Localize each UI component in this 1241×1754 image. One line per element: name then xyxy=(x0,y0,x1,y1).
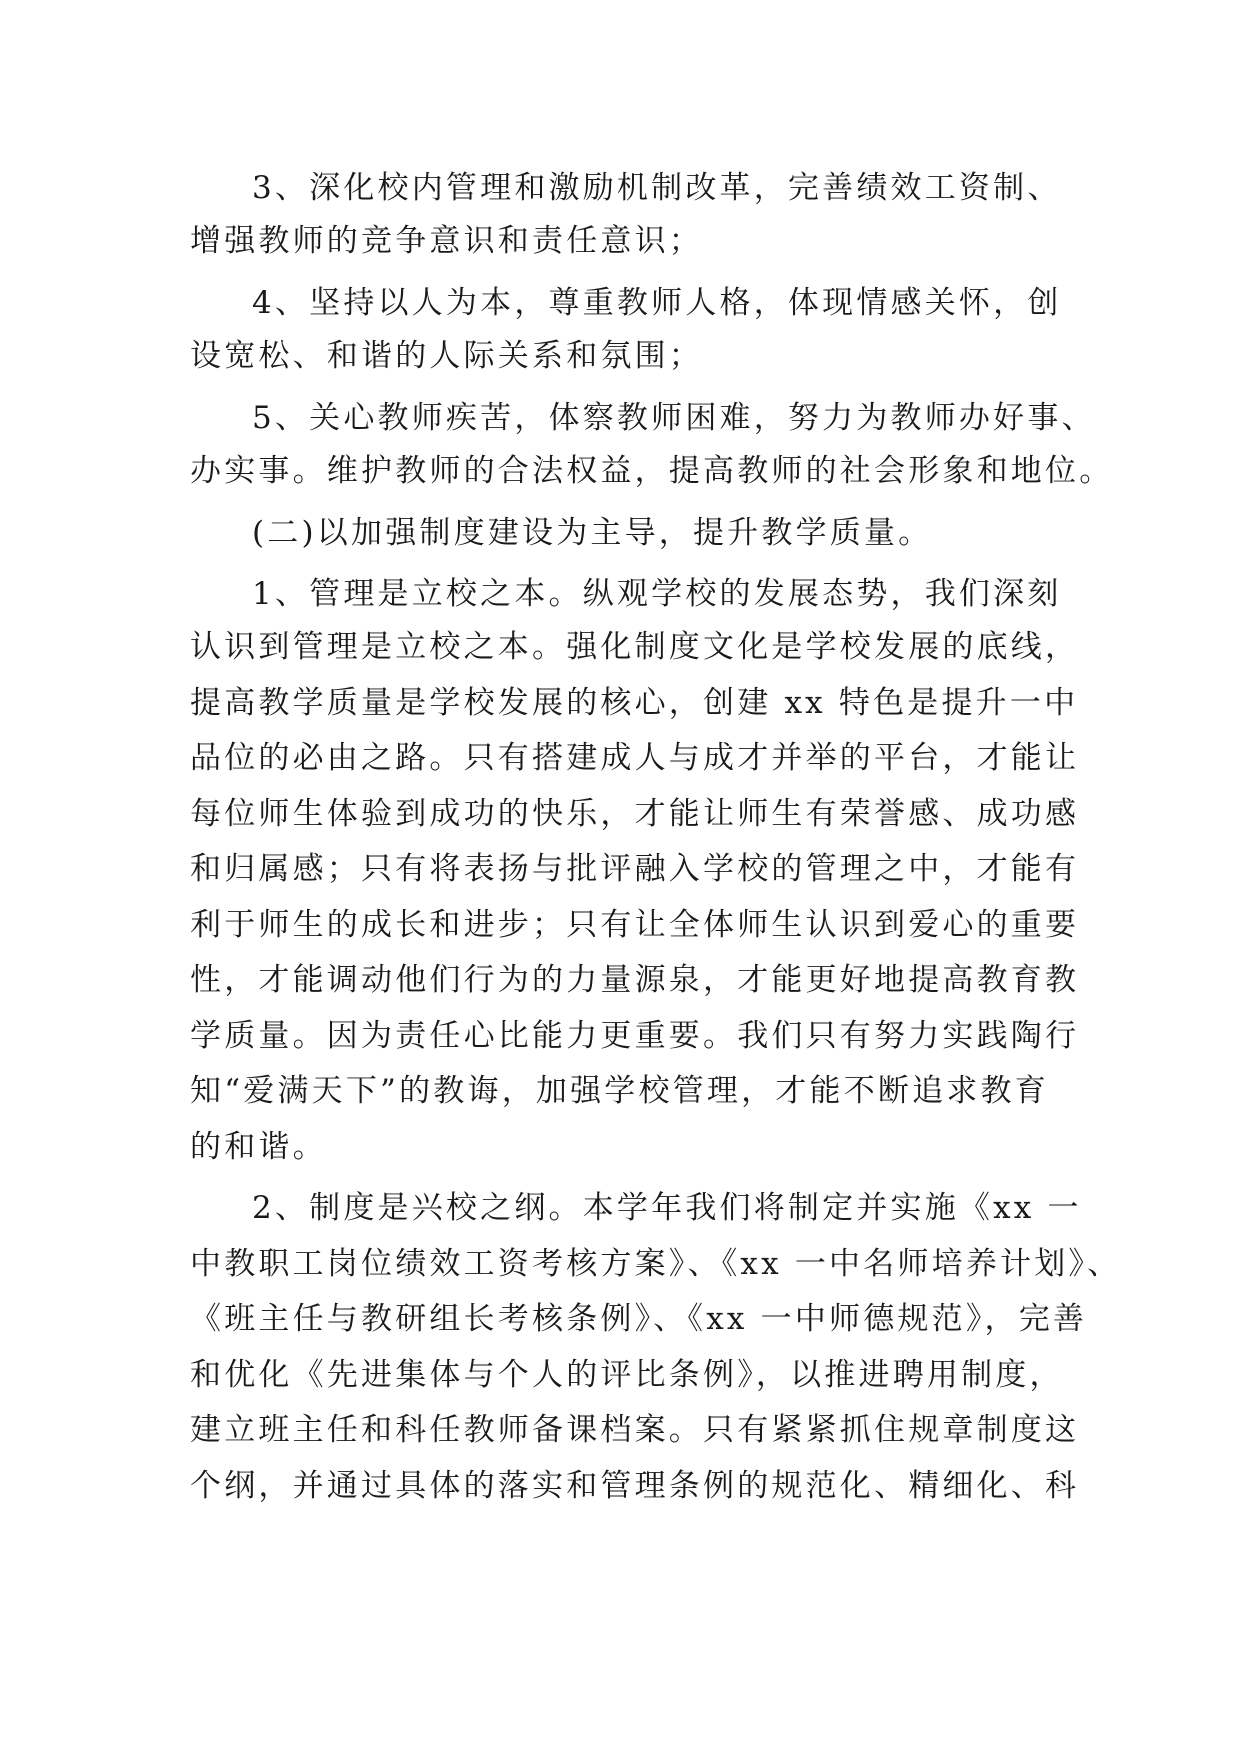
text-line-9: 认识到管理是立校之本。强化制度文化是学校发展的底线， xyxy=(190,629,1080,665)
text-line-13: 和归属感；只有将表扬与批评融入学校的管理之中，才能有 xyxy=(190,851,1080,887)
text-line-17: 知“爱满天下”的教诲，加强学校管理，才能不断追求教育 xyxy=(190,1073,1049,1109)
text-line-8: 1、管理是立校之本。纵观学校的发展态势，我们深刻 xyxy=(252,576,1062,612)
text-line-23: 建立班主任和科任教师备课档案。只有紧紧抓住规章制度这 xyxy=(190,1412,1080,1448)
text-line-11: 品位的必由之路。只有搭建成人与成才并举的平台，才能让 xyxy=(190,740,1080,776)
text-line-2: 增强教师的竞争意识和责任意识； xyxy=(190,223,703,259)
text-line-24: 个纲，并通过具体的落实和管理条例的规范化、精细化、科 xyxy=(190,1468,1080,1504)
text-line-1: 3、深化校内管理和激励机制改革，完善绩效工资制、 xyxy=(252,170,1062,206)
text-line-19: 2、制度是兴校之纲。本学年我们将制定并实施《xx 一 xyxy=(252,1190,1082,1226)
text-line-10: 提高教学质量是学校发展的核心，创建 xx 特色是提升一中 xyxy=(190,685,1079,721)
text-line-4: 设宽松、和谐的人际关系和氛围； xyxy=(190,338,703,374)
text-line-12: 每位师生体验到成功的快乐，才能让师生有荣誉感、成功感 xyxy=(190,796,1080,832)
section-heading: (二)以加强制度建设为主导，提升教学质量。 xyxy=(252,515,933,551)
text-line-20: 中教职工岗位绩效工资考核方案》、《xx 一中名师培养计划》、 xyxy=(190,1246,1122,1282)
text-line-14: 利于师生的成长和进步；只有让全体师生认识到爱心的重要 xyxy=(190,907,1080,943)
text-line-6: 办实事。维护教师的合法权益，提高教师的社会形象和地位。 xyxy=(190,453,1114,489)
text-line-3: 4、坚持以人为本，尊重教师人格，体现情感关怀，创 xyxy=(252,285,1062,321)
text-line-18: 的和谐。 xyxy=(190,1129,327,1165)
text-line-16: 学质量。因为责任心比能力更重要。我们只有努力实践陶行 xyxy=(190,1018,1080,1054)
text-line-22: 和优化《先进集体与个人的评比条例》，以推进聘用制度， xyxy=(190,1357,1064,1393)
text-line-5: 5、关心教师疾苦，体察教师困难，努力为教师办好事、 xyxy=(252,400,1096,436)
text-line-21: 《班主任与教研组长考核条例》、《xx 一中师德规范》，完善 xyxy=(190,1301,1088,1337)
text-line-15: 性，才能调动他们行为的力量源泉，才能更好地提高教育教 xyxy=(190,962,1080,998)
